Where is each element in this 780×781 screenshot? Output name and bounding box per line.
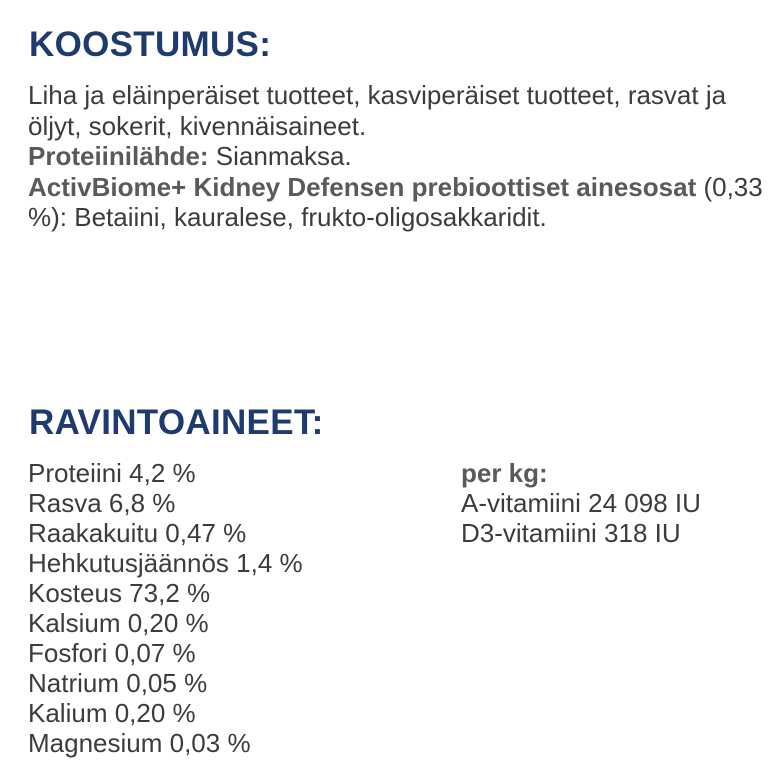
protein-source-line xyxy=(28,141,768,172)
vitamin-item: D3-vitamiini 318 IU xyxy=(461,518,681,548)
nutrient-item: Kalium 0,20 % xyxy=(28,698,196,728)
nutrient-item: Fosfori 0,07 % xyxy=(28,638,196,668)
nutrient-item: Kosteus 73,2 % xyxy=(28,578,211,608)
prebiotic-value: (0,33 %): Betaiini, kauralese, frukto-oligosakkaridit. xyxy=(28,171,763,232)
per-kg-section xyxy=(461,458,776,548)
composition-text xyxy=(28,80,768,233)
nutrient-item: Natrium 0,05 % xyxy=(28,668,208,698)
per-kg-list xyxy=(461,488,776,548)
prebiotic-label: ActivBiome+ Kidney Defensen prebioottiset ainesosat xyxy=(28,171,697,202)
per-kg-title: per kg: xyxy=(461,458,548,488)
nutrient-item: Kalsium 0,20 % xyxy=(28,608,209,638)
nutrient-item: Hehkutusjäännös 1,4 % xyxy=(28,548,303,578)
nutrient-list xyxy=(28,458,428,758)
nutrient-item: Raakakuitu 0,47 % xyxy=(28,518,247,548)
prebiotic-line xyxy=(28,172,768,233)
nutrients-heading: RAVINTOAINEET: xyxy=(29,403,324,442)
nutrient-item: Magnesium 0,03 % xyxy=(28,728,251,758)
nutrient-item: Rasva 6,8 % xyxy=(28,488,176,518)
vitamin-item: A-vitamiini 24 098 IU xyxy=(461,488,701,518)
ingredients-paragraph xyxy=(28,80,768,141)
ingredients-text: Liha ja eläinperäiset tuotteet, kasviperäiset tuotteet, rasvat ja öljyt, sokerit, kivennäisaineet. xyxy=(28,80,727,141)
nutrient-item: Proteiini 4,2 % xyxy=(28,458,196,488)
protein-source-label: Proteiinilähde: xyxy=(28,141,209,171)
composition-heading: KOOSTUMUS: xyxy=(29,25,272,64)
protein-source-value: Sianmaksa. xyxy=(208,141,352,171)
